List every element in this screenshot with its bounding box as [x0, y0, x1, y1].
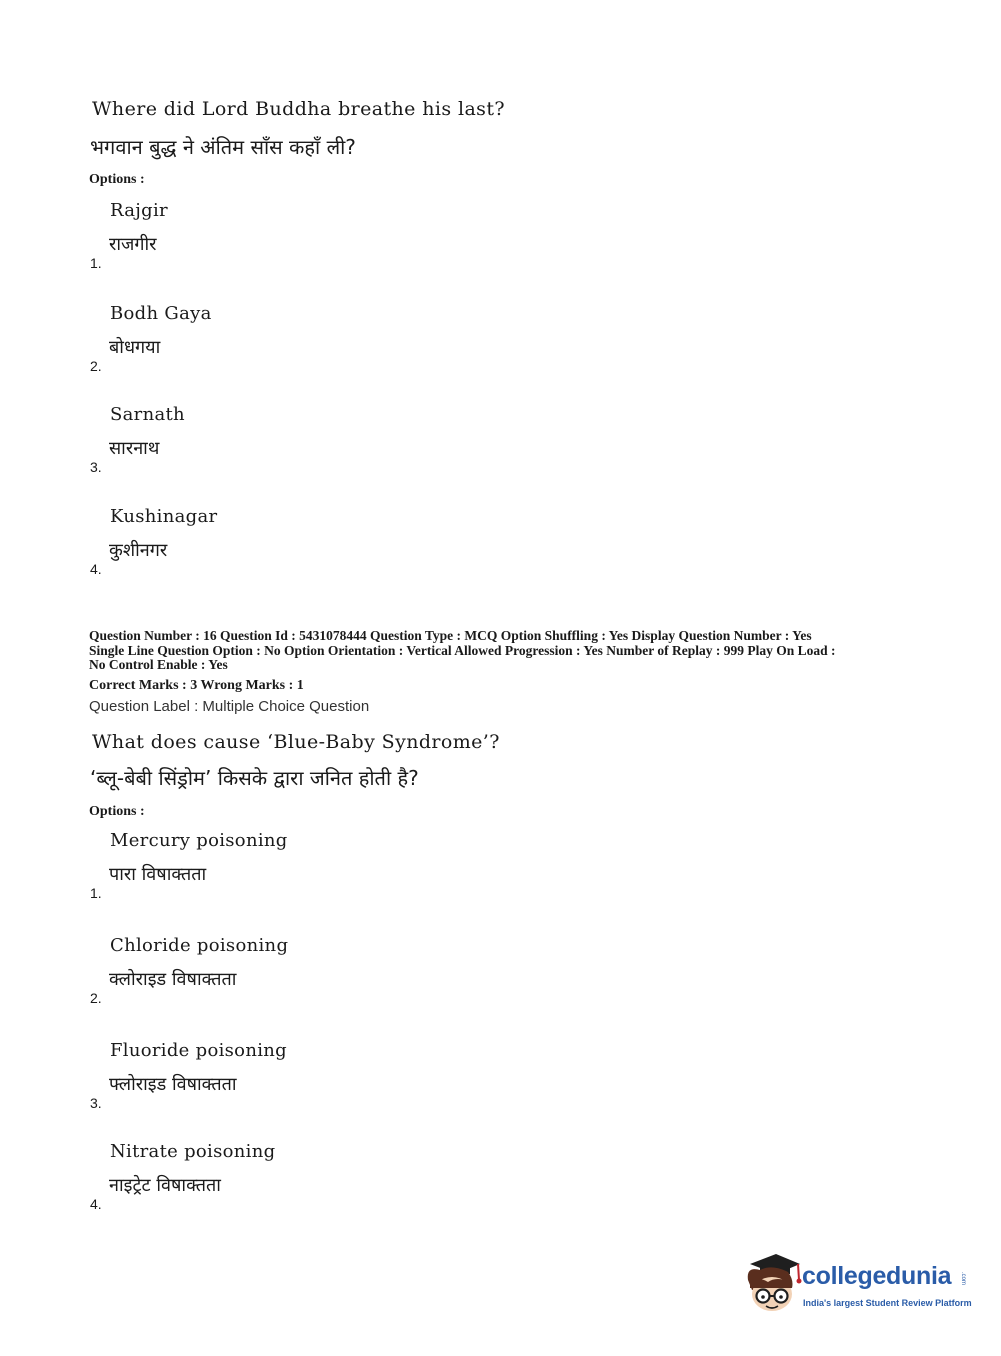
option-text-hi: क्लोराइड विषाक्तता: [109, 969, 237, 990]
collegedunia-logo[interactable]: [742, 1250, 972, 1320]
option-text-en: Fluoride poisoning: [110, 1040, 287, 1061]
option-text-en: Kushinagar: [110, 506, 218, 527]
graduate-mascot-icon: [742, 1250, 802, 1316]
option-text-hi: कुशीनगर: [109, 540, 168, 561]
option-text-en: Bodh Gaya: [110, 303, 212, 324]
question-text-hi: भगवान बुद्ध ने अंतिम साँस कहाँ ली?: [90, 135, 356, 159]
question-meta: [89, 629, 919, 673]
option-number: 1.: [90, 885, 102, 901]
option-text-en: Nitrate poisoning: [110, 1141, 276, 1162]
option-number: 2.: [90, 358, 102, 374]
option-text-en: Sarnath: [110, 404, 185, 425]
meta-line: Question Number : 16 Question Id : 5431078444 Question Type : MCQ Option Shuffling : Yes Display Question Number : Yes: [89, 628, 812, 643]
option-text-hi: नाइट्रेट विषाक्तता: [109, 1175, 221, 1196]
option-number: 4.: [90, 1196, 102, 1212]
option-number: 3.: [90, 1095, 102, 1111]
option-text-hi: फ्लोराइड विषाक्तता: [109, 1074, 237, 1095]
option-number: 3.: [90, 459, 102, 475]
option-1: [90, 200, 690, 290]
question-text-hi: ‘ब्लू-बेबी सिंड्रोम’ किसके द्वारा जनित होती है?: [90, 766, 419, 790]
meta-line: No Control Enable : Yes: [89, 657, 228, 672]
marks-info: Correct Marks : 3 Wrong Marks : 1: [89, 678, 304, 693]
option-1: [90, 830, 690, 920]
question-label: Question Label : Multiple Choice Question: [89, 698, 370, 715]
options-label: Options :: [89, 804, 145, 819]
logo-domain-suffix: .com: [960, 1272, 966, 1286]
option-text-hi: राजगीर: [109, 234, 157, 255]
option-text-hi: पारा विषाक्तता: [109, 864, 207, 885]
option-text-hi: बोधगया: [109, 337, 161, 358]
option-number: 1.: [90, 255, 102, 271]
logo-wordmark: collegedunia: [802, 1262, 952, 1290]
question-text-en: What does cause ‘Blue-Baby Syndrome’?: [92, 731, 500, 753]
option-4: [90, 1141, 690, 1231]
logo-tagline: India's largest Student Review Platform: [803, 1298, 972, 1308]
question-text-en: Where did Lord Buddha breathe his last?: [92, 98, 505, 120]
meta-line: Single Line Question Option : No Option Orientation : Vertical Allowed Progression : Yes Number of Replay : 999 Play On Load :: [89, 642, 836, 658]
option-2: [90, 935, 690, 1025]
option-text-en: Mercury poisoning: [110, 830, 288, 851]
option-text-en: Chloride poisoning: [110, 935, 289, 956]
options-label: Options :: [89, 172, 145, 187]
option-number: 2.: [90, 990, 102, 1006]
option-3: [90, 1040, 690, 1130]
option-number: 4.: [90, 561, 102, 577]
option-text-hi: सारनाथ: [109, 438, 160, 459]
option-text-en: Rajgir: [110, 200, 168, 221]
option-3: [90, 404, 690, 494]
option-4: [90, 506, 690, 596]
option-2: [90, 303, 690, 393]
